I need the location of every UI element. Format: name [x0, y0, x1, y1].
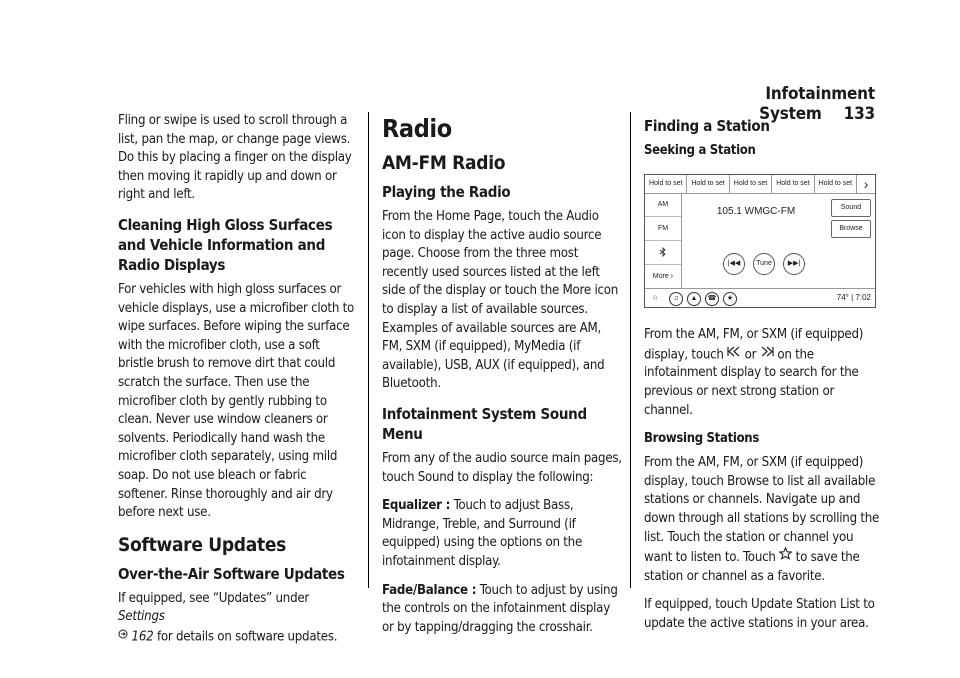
column-1 — [118, 112, 356, 657]
heading-am-fm-radio: AM-FM Radio — [382, 152, 506, 174]
radio-screen-illustration — [644, 174, 876, 308]
heading-radio: Radio — [382, 114, 452, 143]
heading-software-updates: Software Updates — [118, 533, 286, 556]
source-nav — [645, 193, 682, 288]
home-icon[interactable]: ⌂ — [652, 294, 658, 301]
preset-button[interactable]: Hold to set — [815, 175, 857, 193]
sound-button[interactable]: Sound — [831, 199, 871, 217]
section-title: Infotainment System — [759, 84, 875, 124]
page-ref-162[interactable]: 162 — [131, 629, 154, 645]
column-3 — [644, 112, 880, 643]
favorite-star-icon — [779, 547, 792, 567]
source-am[interactable]: AM — [645, 193, 681, 217]
preset-button[interactable]: Hold to set — [645, 175, 687, 193]
chevron-right-icon[interactable]: › — [863, 176, 869, 192]
paragraph-fling: Fling or swipe is used to scroll through a list, pan the map, or change page views. Do this by placing a finger on the display then moving it rapidly up and down or right and left. — [118, 113, 352, 203]
paragraph-fade-balance: Fade/Balance : Touch to adjust by using the controls on the infotainment display or by tapping/dragging the crosshair. — [382, 582, 618, 635]
heading-ota: Over-the-Air Software Updates — [118, 564, 345, 583]
settings-link[interactable]: Settings — [118, 609, 165, 625]
page-ref-arrow-icon — [118, 627, 128, 646]
preset-bar — [645, 175, 875, 194]
preset-button[interactable]: Hold to set — [772, 175, 814, 193]
preset-button[interactable]: Hold to set — [730, 175, 772, 193]
seek-forward-icon — [760, 345, 774, 364]
heading-playing-radio: Playing the Radio — [382, 183, 511, 201]
onstar-icon[interactable]: ★ — [723, 292, 737, 306]
seek-back-icon[interactable]: |◀◀ — [723, 253, 745, 275]
paragraph-sound: From any of the audio source main pages, touch Sound to display the following: — [382, 450, 622, 485]
column-2 — [382, 112, 622, 647]
seek-forward-icon[interactable]: ▶▶| — [783, 253, 805, 275]
station-name: 105.1 WMGC-FM — [716, 206, 796, 217]
status-bar — [645, 288, 875, 307]
heading-seeking-station: Seeking a Station — [644, 143, 756, 158]
source-more[interactable]: More › — [645, 265, 681, 289]
paragraph-update-list: If equipped, touch Update Station List to update the active stations in your area. — [644, 597, 875, 631]
browse-button[interactable]: Browse — [831, 220, 871, 238]
heading-cleaning: Cleaning High Gloss Surfaces and Vehicle Information and Radio Displays — [118, 215, 333, 274]
source-fm[interactable]: FM — [645, 217, 681, 241]
paragraph-equalizer: Equalizer : Touch to adjust Bass, Midrange, Treble, and Surround (if equipped) using the options on the infotainment display. — [382, 498, 582, 569]
column-divider — [630, 112, 631, 588]
navigation-icon[interactable]: ▲ — [687, 292, 701, 306]
paragraph-ota: If equipped, see “Updates” under Settings 162 for details on software updates. — [118, 590, 338, 645]
paragraph-seek: From the AM, FM, or SXM (if equipped) display, touch or on the infotainment display to search for the previous or next strong station or channel. — [644, 327, 864, 418]
paragraph-browse: From the AM, FM, or SXM (if equipped) display, touch Browse to list all available stations or channels. Navigate up and down through all stations by scrolling the list. Touch the station or channel you want to listen to. Touch to save the station or channel as a favorite. — [644, 455, 880, 584]
paragraph-playing: From the Home Page, touch the Audio icon to display the active audio source page. Choose from the three most recently used sources listed at the left side of the display or touch the More icon to display a list of available sources. Examples of available sources are AM, FM, SXM (if equipped), MyMedia (if available), USB, AUX (if equipped), and Bluetooth. — [382, 209, 619, 392]
page-number: 133 — [843, 104, 875, 124]
seek-back-icon — [727, 345, 741, 364]
temp-time: 74° | 7:02 — [836, 293, 871, 302]
audio-icon[interactable]: ♫ — [669, 292, 683, 306]
bluetooth-icon[interactable] — [645, 241, 681, 265]
tune-button[interactable]: Tune — [753, 253, 775, 275]
paragraph-cleaning: For vehicles with high gloss surfaces or vehicle displays, use a microfiber cloth to wipe surfaces. Before wiping the surface with the microfiber cloth, use a soft bristle brush to remove dirt that could scratch the surface. Then use the microfiber cloth by gently rubbing to clean. Never use window cleaners or solvents. Periodically hand wash the microfiber cloth separately, using mild soap. Do not use bleach or fabric softener. Rinse thoroughly and air dry before next use. — [118, 281, 355, 521]
column-divider — [368, 112, 369, 588]
preset-button[interactable]: Hold to set — [687, 175, 729, 193]
heading-sound-menu: Infotainment System Sound Menu — [382, 404, 587, 443]
phone-icon[interactable]: ☎ — [705, 292, 719, 306]
heading-finding-station: Finding a Station — [644, 117, 770, 135]
heading-browsing-stations: Browsing Stations — [644, 431, 759, 447]
